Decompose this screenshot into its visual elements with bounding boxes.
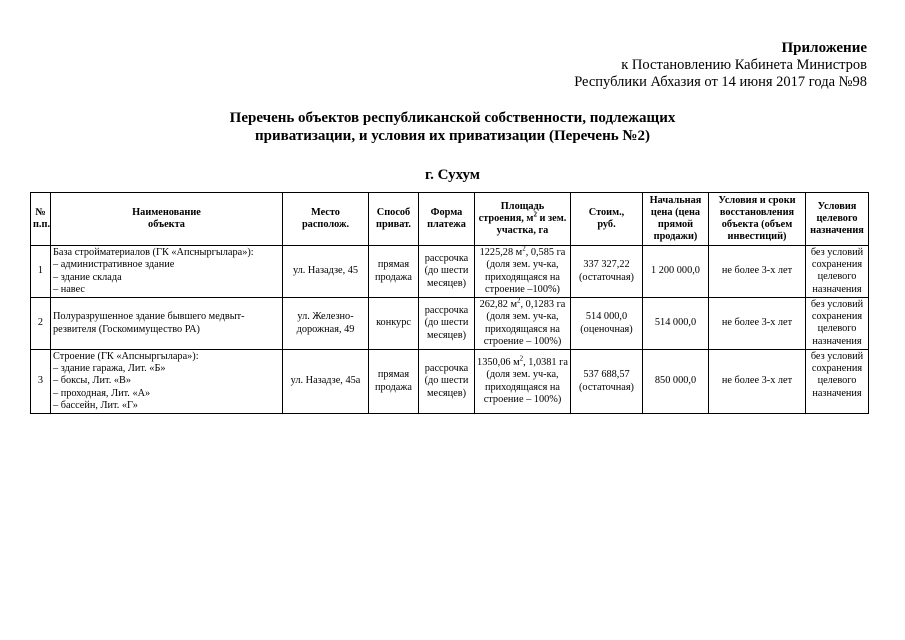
col-header-method: Способ приват. [369, 193, 419, 246]
objects-table [30, 192, 869, 414]
appendix-resolution-line: к Постановлению Кабинета Министров [621, 57, 867, 73]
cell-conditions: без условий сохранения целевого назначения [806, 246, 869, 298]
cell-object-name: База стройматериалов (ГК «Апсныргылара»): – административное здание – здание склада – навес [51, 246, 283, 298]
col-header-number: № п.п. [31, 193, 51, 246]
cell-payment: рассрочка (до шести месяцев) [419, 246, 475, 298]
cell-terms: не более 3-х лет [709, 246, 806, 298]
table-row [31, 246, 869, 298]
cell-payment: рассрочка (до шести месяцев) [419, 350, 475, 414]
cell-method: конкурс [369, 298, 419, 350]
cell-payment: рассрочка (до шести месяцев) [419, 298, 475, 350]
cell-area: 1350,06 $м^2$, 1,0381 га (доля зем. уч-ка, приходящаяся на строение – 100%) [475, 350, 571, 414]
cell-initial-price: 514 000,0 [643, 298, 709, 350]
document-title [0, 109, 905, 145]
cell-terms: не более 3-х лет [709, 298, 806, 350]
cell-place: ул. Назадзе, 45 [283, 246, 369, 298]
cell-area: 1225,28 $м^2$, 0,585 га (доля зем. уч-ка, приходящаяся на строение –100%) [475, 246, 571, 298]
cell-cost: 537 688,57 (остаточная) [571, 350, 643, 414]
cell-object-name: Строение (ГК «Апсныргылара»): – здание гаража, Лит. «Б» – боксы, Лит. «В» – проходная, Лит. «А» – бассейн, Лит. «Г» [51, 350, 283, 414]
appendix-date-line: Республики Абхазия от 14 июня 2017 года №98 [574, 74, 867, 90]
col-header-name: Наименование объекта [51, 193, 283, 246]
cell-place: ул. Железно-дорожная, 49 [283, 298, 369, 350]
document-title-line-2: приватизации, и условия их приватизации (Перечень №2) [255, 128, 650, 144]
col-header-place: Место располож. [283, 193, 369, 246]
table-row [31, 350, 869, 414]
appendix-label: Приложение [781, 40, 867, 56]
cell-terms: не более 3-х лет [709, 350, 806, 414]
col-header-payment: Форма платежа [419, 193, 475, 246]
col-header-initial-price: Начальная цена (цена прямой продажи) [643, 193, 709, 246]
table-header-row [31, 193, 869, 246]
col-header-cost: Стоим., руб. [571, 193, 643, 246]
city-heading: г. Сухум [424, 167, 481, 183]
col-header-terms: Условия и сроки восстановления объекта (объем инвестиций) [709, 193, 806, 246]
cell-cost: 514 000,0 (оценочная) [571, 298, 643, 350]
cell-object-name: Полуразрушенное здание бывшего медвыт- резвителя (Госкомимущество РА) [51, 298, 283, 350]
cell-initial-price: 850 000,0 [643, 350, 709, 414]
cell-place: ул. Назадзе, 45а [283, 350, 369, 414]
cell-number: 2 [31, 298, 51, 350]
cell-method: прямая продажа [369, 350, 419, 414]
cell-conditions: без условий сохранения целевого назначения [806, 350, 869, 414]
cell-area: 262,82 $м^2$, 0,1283 га (доля зем. уч-ка, приходящаяся на строение – 100%) [475, 298, 571, 350]
table-row [31, 298, 869, 350]
col-header-area: Площадь строения, $м^2$ и зем. участка, га [475, 193, 571, 246]
appendix-header [574, 40, 867, 91]
col-header-conditions: Условия целевого назначения [806, 193, 869, 246]
cell-conditions: без условий сохранения целевого назначения [806, 298, 869, 350]
cell-number: 1 [31, 246, 51, 298]
cell-method: прямая продажа [369, 246, 419, 298]
cell-initial-price: 1 200 000,0 [643, 246, 709, 298]
cell-number: 3 [31, 350, 51, 414]
document-title-line-1: Перечень объектов республиканской собственности, подлежащих [229, 110, 676, 126]
cell-cost: 337 327,22 (остаточная) [571, 246, 643, 298]
